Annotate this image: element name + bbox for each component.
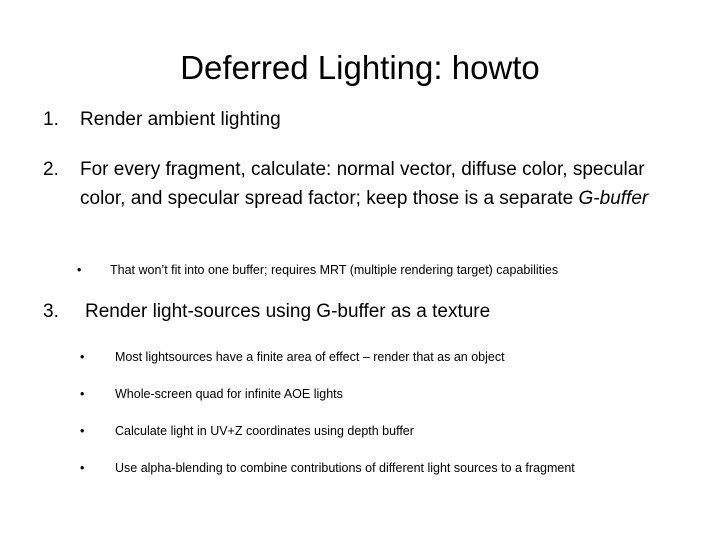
bullet-icon: •: [80, 424, 85, 438]
list-number: 1.: [43, 109, 59, 130]
bullet-icon: •: [80, 350, 85, 364]
sub-bullet-text: Calculate light in UV+Z coordinates using depth buffer: [115, 424, 414, 438]
sub-bullet-text: Use alpha-blending to combine contributions of different light sources to a fragment: [115, 461, 575, 475]
list-number: 2.: [43, 159, 59, 180]
sub-bullet-text: Whole-screen quad for infinite AOE lights: [115, 387, 343, 401]
sub-bullet-text: That won’t fit into one buffer; requires MRT (multiple rendering target) capabilities: [110, 263, 559, 277]
bullet-icon: •: [80, 461, 85, 475]
g-buffer-term: G-buffer: [578, 188, 649, 209]
slide-title: Deferred Lighting: howto: [180, 49, 540, 86]
list-item-text-main: For every fragment, calculate: normal vector, diffuse color, specular color, and specular spread factor; keep those is a separate: [80, 159, 645, 209]
sub-bullet-text: Most lightsources have a finite area of effect – render that as an object: [115, 350, 505, 364]
list-item-text: Render ambient lighting: [80, 109, 281, 130]
bullet-icon: •: [77, 263, 82, 277]
list-item-text: [80, 155, 680, 213]
list-item-text: Render light-sources using G-buffer as a texture: [85, 301, 491, 322]
list-number: 3.: [43, 301, 59, 322]
bullet-icon: •: [80, 387, 85, 401]
